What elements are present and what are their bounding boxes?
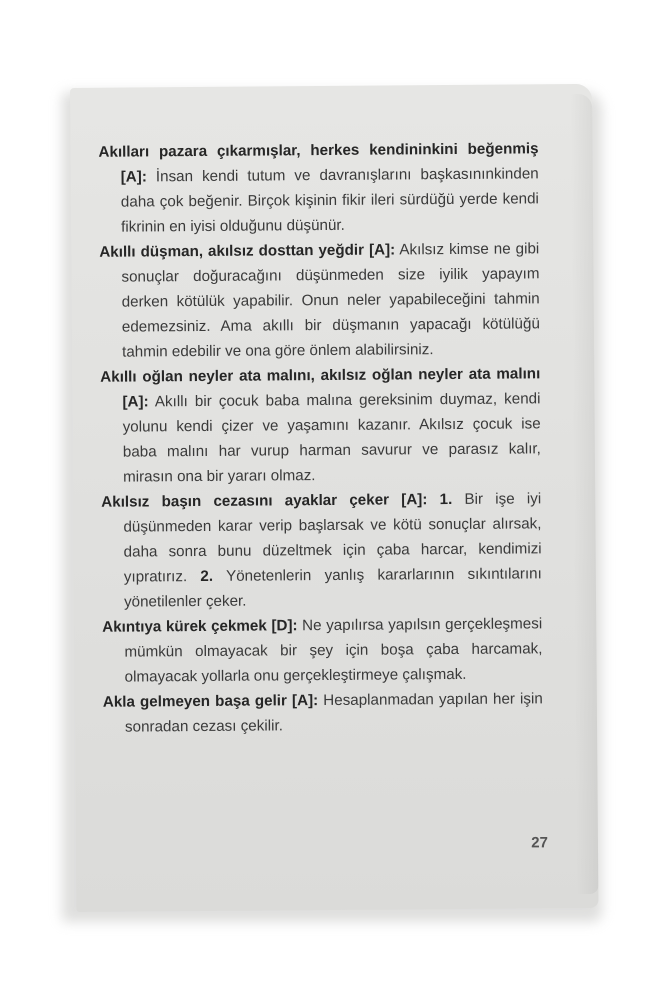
entry-definition: Akılsız kimse ne gibi sonuçlar doğuracağını düşünmeden size iyilik yapayım derken kötülük yapabilir. Onun neler yapabileceğini tahmin edemezsiniz. Ama akıllı bir düşmanın yapacağı kötülüğü tahmin edebilir ve ona göre önlem alabilirsiniz.: [121, 240, 540, 361]
entry-tag: [D]:: [271, 617, 298, 635]
entry-tag: [A]:: [368, 241, 396, 259]
entry-definition: İnsan kendi tutum ve davranışlarını başkasınınkinden daha çok beğenir. Birçok kişinin fikir ileri sürdüğü yerde kendi fikrinin en iyisi olduğunu düşünür.: [120, 165, 539, 236]
entry-tag: [A]:: [122, 393, 149, 411]
entry-definition-2: Yönetenlerin yanlış kararlarının sıkıntılarını yönetilenler çeker.: [123, 565, 542, 611]
entry-tag: [A]:: [291, 692, 319, 710]
entry-4: [101, 486, 542, 614]
entry-definition: Hesaplanmadan yapılan her işin sonradan cezası çekilir.: [124, 690, 543, 736]
entry-term: Akıntıya kürek çekmek: [102, 617, 267, 636]
entry-definition: Ne yapılırsa yapılsın gerçekleşmesi mümkün olmayacak bir şey için boşa çaba harcamak, olmayacak yollarla onu gerçekleştirmeye çalışmak.: [124, 615, 543, 686]
entry-definition-1: Bir işe iyi düşünmeden karar verip başlarsak ve kötü sonuçlar alırsak, daha sonra bunu düzeltmek için çaba harcar, kendimizi yıpratırız.: [123, 490, 542, 586]
entry-2: [99, 236, 540, 364]
entry-tag: [A]:: [401, 491, 428, 509]
entry-6: [103, 686, 543, 739]
entry-5: [102, 611, 543, 689]
sense-number-2: 2.: [200, 567, 214, 585]
entry-definition: Akıllı bir çocuk baba malına gereksinim duymaz, kendi yolunu kendi çizer ve yaşamını kazanır. Akılsız çocuk ise baba malını har vurup harman savurur ve parasız kalır, mirasın ona bir yararı olmaz.: [122, 390, 541, 486]
entry-term: Akılları pazara çıkarmışlar, herkes kendininkini beğenmiş: [98, 140, 539, 161]
entry-term: Akılsız başın cezasını ayaklar çeker: [101, 491, 390, 511]
entry-term: Akıllı düşman, akılsız dosttan yeğdir: [99, 241, 365, 261]
sense-number-1: 1.: [439, 491, 453, 509]
entry-tag: [A]:: [120, 168, 147, 186]
page-number: 27: [531, 834, 549, 852]
entry-term: Akıllı oğlan neyler ata malını, akılsız oğlan neyler ata malını: [100, 365, 541, 386]
entry-3: [100, 361, 541, 489]
entry-1: [98, 136, 539, 239]
dictionary-entries: [98, 136, 543, 739]
entry-term: Akla gelmeyen başa gelir: [102, 692, 287, 711]
book-page: [70, 84, 598, 912]
